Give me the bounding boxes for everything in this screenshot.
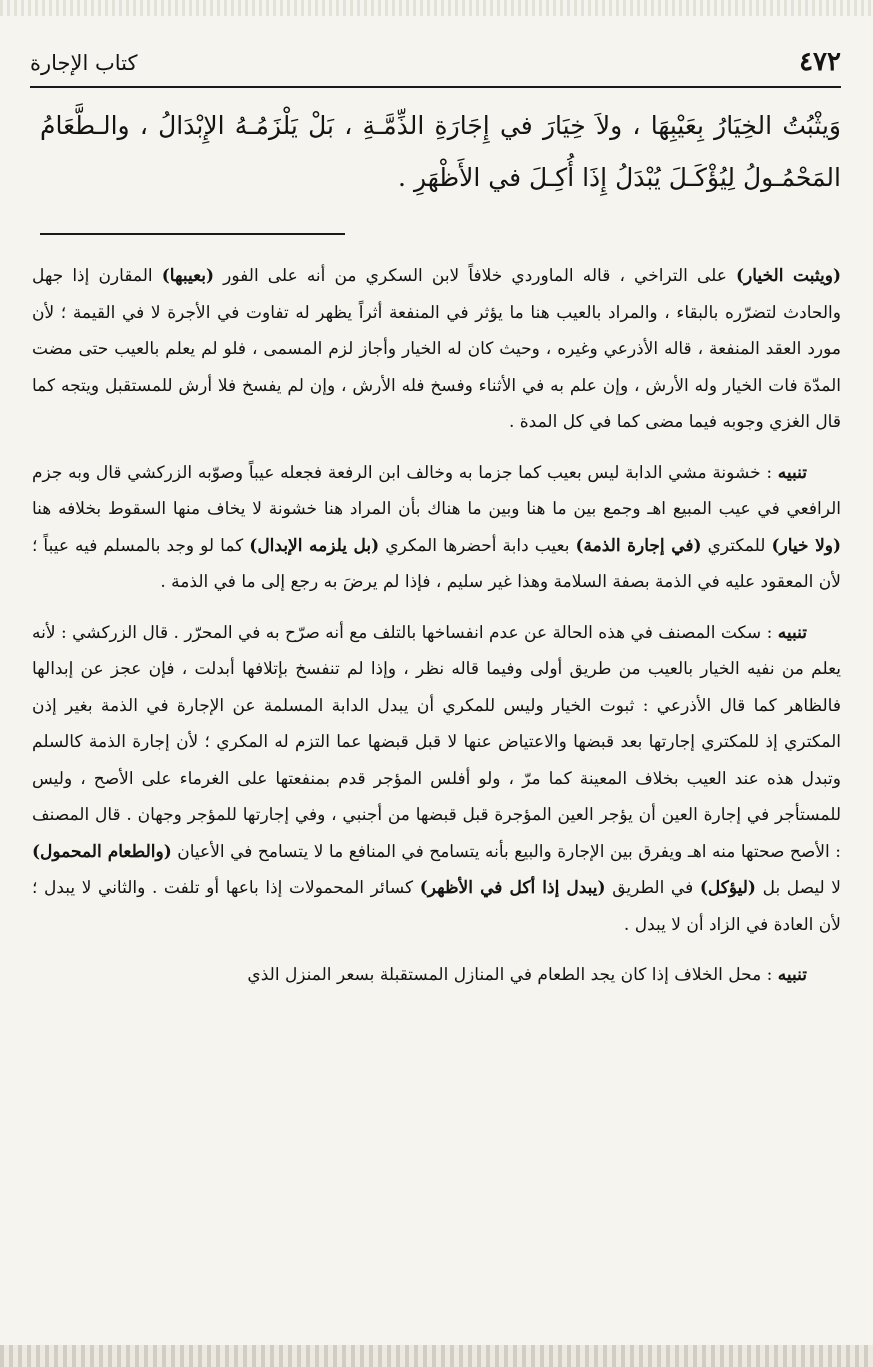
page-number: ٤٧٢ — [799, 47, 841, 77]
commentary-text: لا ليصل بل — [755, 878, 841, 898]
commentary-text: المقارن إذا جهل والحادث لتضرّره بالبقاء ، والمراد بالعيب هنا ما يؤثر في المنفعة أثراً يظهر له تفاوت في الأجرة لا في القيمة ؛ لأن مورد العقد المنفعة ، قاله الأذرعي وغيره ، وحيث كان له الخيار وأجاز لزم المسمى ، فلو لم يعلم بالعيب حتى مضت المدّة فات الخيار وله الأرش ، وإن علم به في الأثناء وفسخ فله الأرش ، وإن لم يفسخ فلا أرش للمستقبل ويتجه كما قال الغزي وجوبه فيما مضى كما في كل المدة . — [32, 266, 841, 432]
commentary-text: كسائر المحمولات إذا باعها أو تلفت . والثاني لا يبدل ؛ لأن العادة في الزاد أن لا يبدل . — [32, 878, 841, 935]
quoted-matn: (والطعام المحمول) — [32, 841, 172, 862]
page-bottom-edge — [0, 1345, 873, 1367]
matn-text: وَيثْبُتُ الخِيَارُ بِعَيْبِهَا ، ولاَ خِيَارَ في إِجَارَةِ الذِّمَّـةِ ، بَلْ يَلْزَمُـهُ الإِبْدَالُ ، والـطَّعَامُ المَحْمُـولُ لِيُؤْكَـلَ يُبْدَلُ إِذَا أُكِـلَ في الأَظْهَرِ . — [40, 111, 841, 192]
quoted-matn: (ويثبت الخيار) — [736, 266, 841, 286]
commentary-text: : سكت المصنف في هذه الحالة عن عدم انفساخها بالتلف مع أنه صرّح به في المحرّر . قال الزركشي : لأنه يعلم من نفيه الخيار بالعيب من طريق أولى وفيما قاله نظر ، وإذا لم تنفسخ بإتلافها أبدلت ، فإن عجز عن إبدالها فالظاهر كما قال الأذرعي : ثبوت الخيار وليس للمكري أن يبدل الدابة المسلمة عن الإجارة في الذمة بغير إذن المكتري إذ للمكتري إجارتها بعد قبضها والاعتياض عنها لا قبل قبضها عما التزم له المكري ؛ لأن إجارة الذمة كالسلم وتبدل هذه عند العيب بخلاف المعينة كما مرّ ، ولو أفلس المؤجر قدم بمنفعتها على الغرماء على الأصح ، وليس للمستأجر في إجارة العين أن يؤجر العين المؤجرة قبل قبضها من أجنبي ، وفي إجارتها للمؤجر وجهان . قال المصنف : الأصح صحتها منه اهـ ويفرق بين الإجارة والبيع بأنه يتسامح في المنافع ما لا يتسامح في الأعيان — [32, 622, 841, 862]
commentary-text: بعيب دابة أحضرها المكري — [379, 535, 576, 556]
commentary-text: على التراخي ، قاله الماوردي خلافاً لابن السكري من أنه على الفور — [214, 266, 736, 286]
commentary-text: : خشونة مشي الدابة ليس بعيب كما جزما به وخالف ابن الرفعة فجعله عيباً وصوّبه الزركشي قال وبه جزم الرافعي في عيب المبيع اهـ وجمع بين ما هنا وبين ما هناك بأن المراد هنا خشونة لا يخاف منها السقوط بخلافه هنا — [32, 462, 841, 519]
commentary-text: كما لو وجد بالمسلم فيه عيباً ؛ لأن المعقود عليه في الذمة بصفة السلامة وهذا غير سليم ، فإذا لم يرضَ به رجع إلى ما في الذمة . — [32, 535, 841, 592]
commentary — [32, 258, 841, 1008]
matn-separator — [40, 233, 345, 235]
commentary-text: للمكتري — [701, 535, 772, 556]
page-header — [30, 46, 841, 86]
quoted-matn: (في إجارة الذمة) — [575, 535, 702, 556]
quoted-matn: (بعيبها) — [161, 266, 215, 286]
quoted-matn: (ولا خيار) — [771, 535, 842, 556]
quoted-matn: (بل يلزمه الإبدال) — [249, 535, 380, 556]
page-top-edge — [0, 0, 873, 16]
commentary-paragraph-2 — [32, 455, 841, 601]
quoted-matn: (يبدل إذا أكل في الأظهر) — [419, 878, 606, 898]
tanbih-label: تنبيه — [777, 965, 807, 985]
commentary-text: : محل الخلاف إذا كان يجد الطعام في المنازل المستقبلة بسعر المنزل الذي — [247, 965, 778, 985]
commentary-paragraph-3 — [32, 615, 841, 944]
commentary-text: في الطريق — [605, 878, 700, 898]
commentary-paragraph-4 — [32, 957, 841, 994]
header-rule — [30, 86, 841, 88]
tanbih-label: تنبيه — [777, 462, 807, 483]
book-title: كتاب الإجارة — [30, 51, 138, 75]
commentary-paragraph-1 — [32, 258, 841, 441]
quoted-matn: (ليؤكل) — [699, 878, 756, 898]
tanbih-label: تنبيه — [777, 622, 807, 643]
